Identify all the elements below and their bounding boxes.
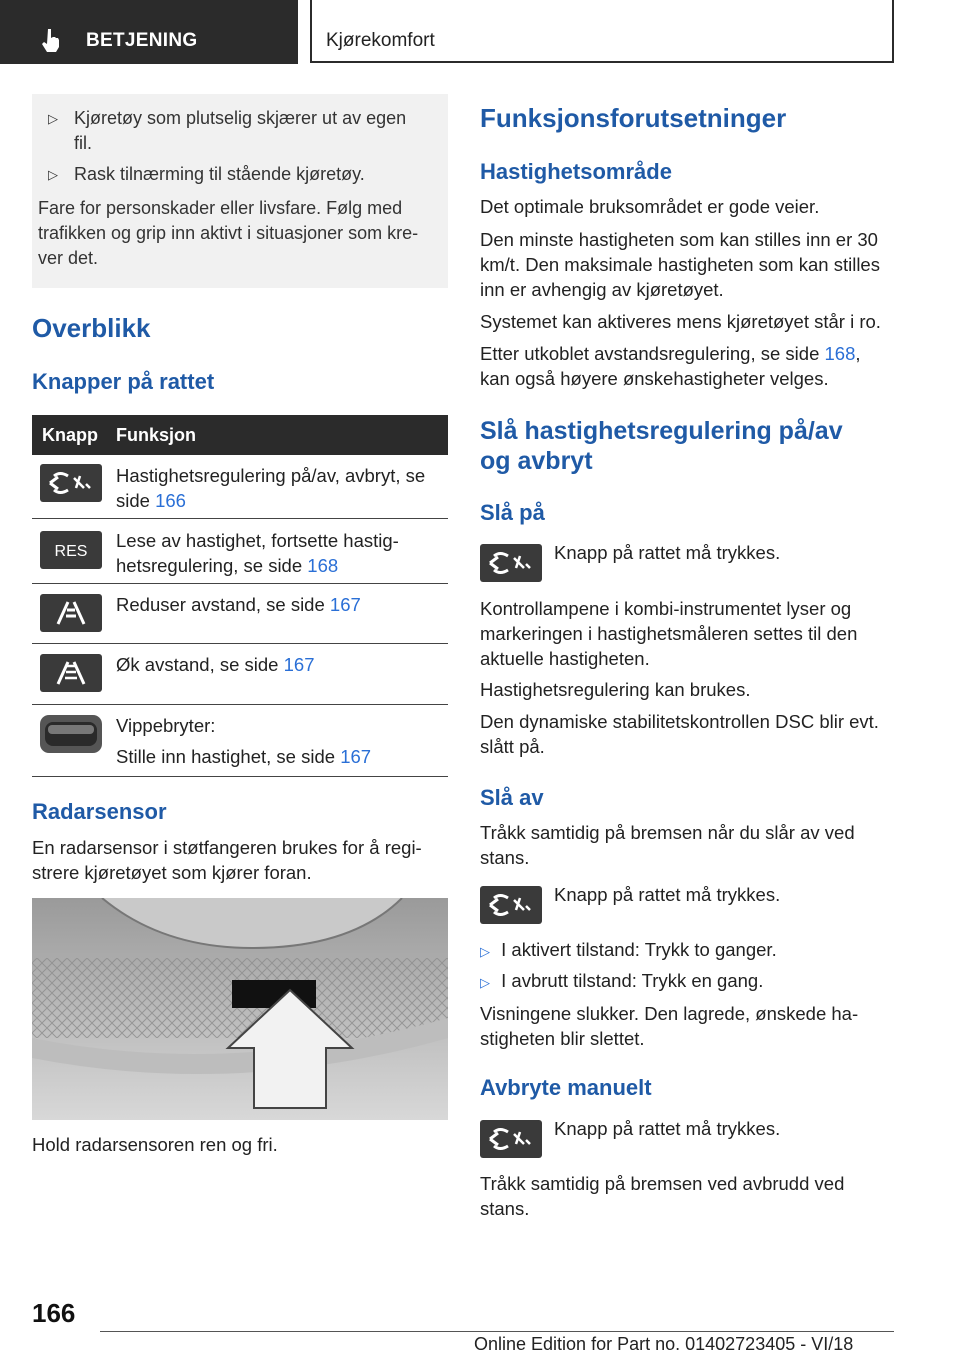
radar-text: En radarsensor i støtfangeren brukes for å regi-strere kjøretøyet som kjører foran. [32,837,422,883]
triangle-bullet-icon: ▷ [48,167,58,182]
switch-off-title: Slå av [480,785,544,810]
table-row [32,455,448,519]
speed-range-title: Hastighetsområde [480,159,672,184]
cancel-title: Avbryte manuelt [480,1075,652,1100]
on-p2: Hastighetsregulering kan brukes. [480,679,751,700]
press-button-text: Knapp på rattet må trykkes. [554,1118,781,1139]
warning-bullet: ▷ Kjøretøy som plutselig skjærer ut av egen fil. [48,108,407,153]
buttons-title: Knapper på rattet [32,369,215,394]
triangle-bullet-icon: ▷ [480,944,490,959]
table-header [32,415,448,455]
switch-on-title: Slå på [480,500,545,525]
cruise-control-icon [40,464,102,502]
footer-divider [100,1331,894,1332]
speed-p2: Den minste hastigheten som kan stilles inn er 30 km/t. Den maksimale hastigheten som kan stilles inn er avhengig av kjøretøyet. [480,229,880,300]
overview-title: Overblikk [32,313,151,343]
page-ref-link[interactable]: 166 [155,490,186,511]
svg-text:RES: RES [54,543,88,560]
triangle-bullet-icon: ▷ [48,111,58,126]
row-function: Vippebryter: Stille inn hastighet, se side 167 [116,715,372,767]
distance-increase-icon [40,654,102,692]
speed-p1: Det optimale bruksområdet er gode veier. [480,196,820,217]
section-label: BETJENING [86,30,198,51]
page-number: 166 [32,1298,76,1328]
speed-p3: Systemet kan aktiveres mens kjøretøyet står i ro. [480,311,881,332]
row-function: Lese av hastighet, fortsette hastig-hetsregulering, se side 168 [116,530,399,576]
cruise-control-icon [480,886,542,924]
page-ref-link[interactable]: 167 [329,594,361,615]
col-header-button: Knapp [42,425,98,445]
triangle-bullet-icon: ▷ [480,975,490,990]
off-bullet: ▷ I aktivert tilstand: Trykk to ganger. [480,939,777,960]
prerequisites-title: Funksjonsforutsetninger [480,103,787,133]
on-p3: Den dynamiske stabilitetskontrollen DSC blir evt. slått på. [480,711,879,757]
press-button-text: Knapp på rattet må trykkes. [554,542,781,563]
photo-caption: Hold radarsensoren ren og fri. [32,1134,278,1155]
buttons-table [32,415,448,777]
warning-bullet: ▷ Rask tilnærming til stående kjøretøy. [48,162,448,187]
table-row [32,705,448,777]
hand-pointer-icon [40,28,62,52]
table-row [32,519,448,584]
row-function: Reduser avstand, se side 167 [116,594,361,615]
rocker-switch-icon [40,715,102,753]
radar-title: Radarsensor [32,799,167,824]
row-function: Hastighetsregulering på/av, avbryt, se side 166 [116,465,426,511]
press-button-text: Knapp på rattet må trykkes. [554,884,781,905]
off-bullet: ▷ I avbrutt tilstand: Trykk en gang. [480,970,764,991]
col-header-function: Funksjon [116,425,196,445]
off-p1: Tråkk samtidig på bremsen når du slår av ved stans. [480,822,855,868]
cruise-control-icon [480,544,542,582]
off-p2: Visningene slukker. Den lagrede, ønskede ha-stigheten blir slettet. [480,1003,859,1049]
table-row [32,644,448,705]
on-off-title: Slå hastighetsregulering på/av og avbryt [480,417,843,475]
speed-p4: Etter utkoblet avstandsregulering, se side 168, kan også høyere ønskehastigheter velges. [480,343,861,389]
chapter-tab [310,0,894,63]
row-function: Øk avstand, se side 167 [116,654,315,675]
page-ref-link[interactable]: 167 [340,746,372,767]
cruise-control-icon [480,1120,542,1158]
chapter-label: Kjørekomfort [326,30,435,51]
warning-text: Fare for personskader eller livsfare. Følg med trafikken og grip inn aktivt i situasjoner som kre-ver det. [38,198,419,268]
on-p1: Kontrollampene i kombi-instrumentet lyser og markeringen i hastighetsmåleren settes til den aktuelle hastigheten. [480,598,858,669]
cancel-p: Tråkk samtidig på bremsen ved avbrudd ved stans. [480,1173,845,1219]
warning-box [32,94,448,288]
table-row [32,584,448,644]
radar-sensor-photo [32,898,448,1120]
section-tab [0,0,298,64]
page-ref-link[interactable]: 168 [307,555,339,576]
page-ref-link[interactable]: 167 [283,654,315,675]
res-icon [40,531,102,569]
edition-note: Online Edition for Part no. 01402723405 - VI/18 [474,1334,854,1354]
page-ref-link[interactable]: 168 [824,343,856,364]
distance-decrease-icon [40,594,102,632]
